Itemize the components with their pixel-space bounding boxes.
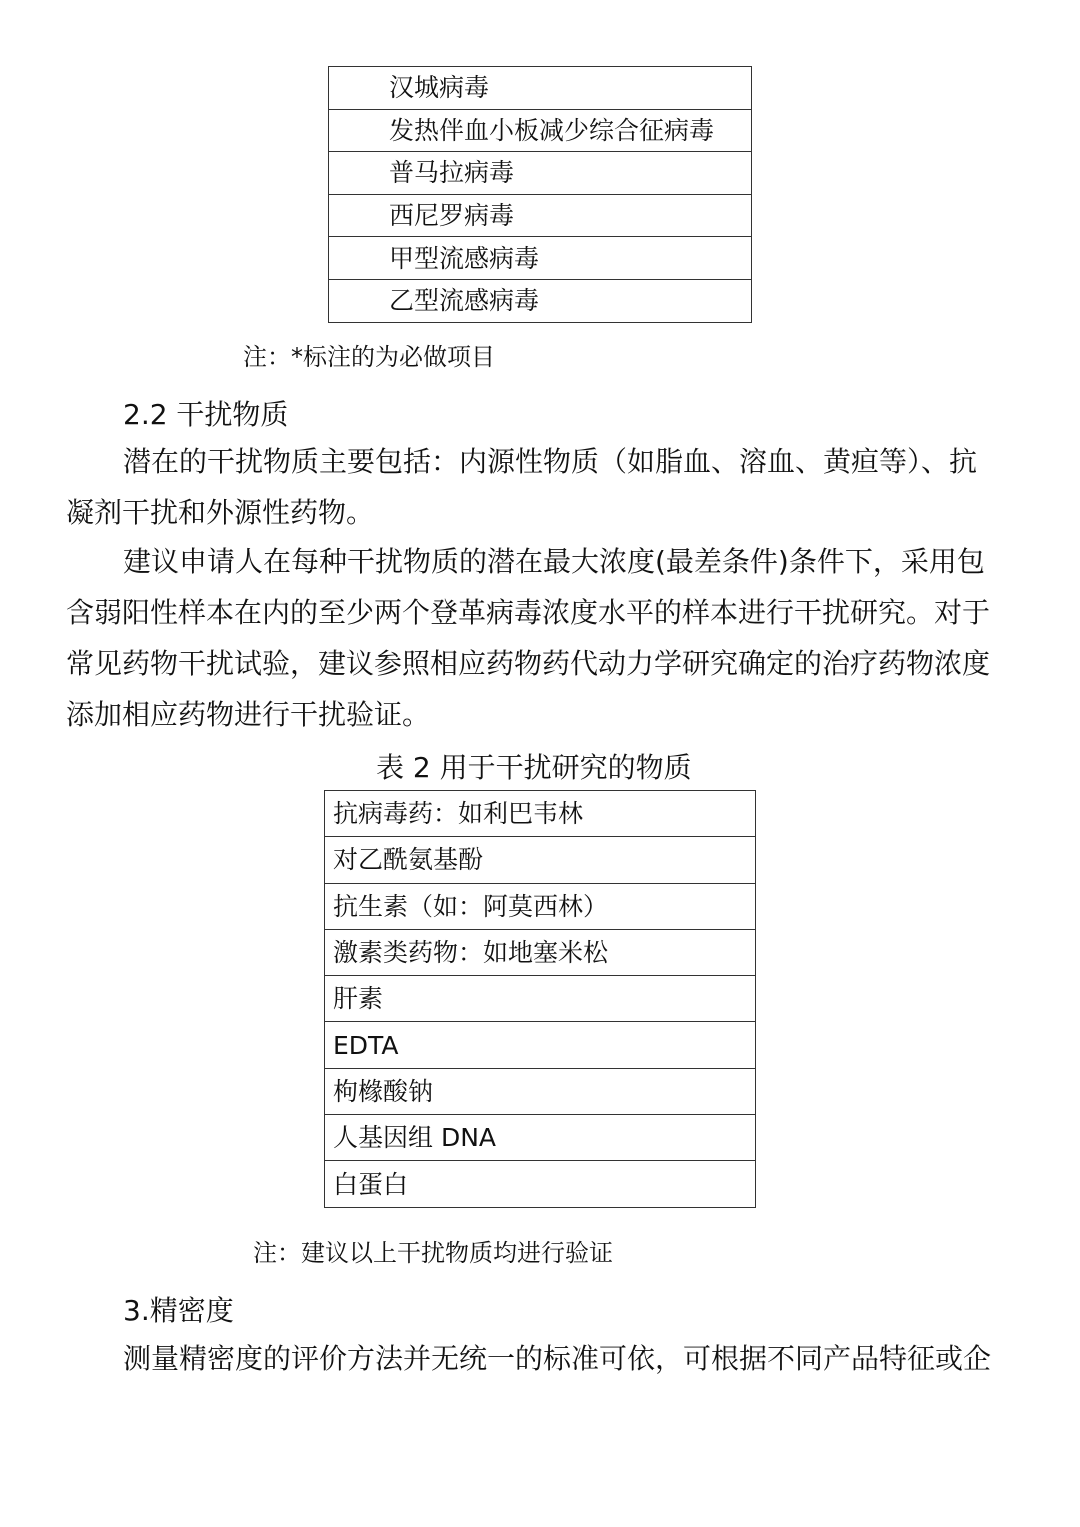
paragraph-line: 含弱阳性样本在内的至少两个登革病毒浓度水平的样本进行干扰研究。对于: [66, 596, 991, 629]
table-row: [325, 837, 756, 883]
table-row: [325, 883, 756, 929]
table-cell: 枸橼酸钠: [325, 1068, 756, 1114]
table-cell: 甲型流感病毒: [329, 237, 752, 280]
table-row: [325, 1115, 756, 1161]
table-cell: 汉城病毒: [329, 67, 752, 110]
table-row: [329, 109, 752, 152]
table-cell: 抗生素（如：阿莫西林）: [325, 883, 756, 929]
table-row: [329, 67, 752, 110]
table-row: [325, 976, 756, 1022]
section-heading-2-2: 2.2 干扰物质: [123, 398, 289, 431]
table-row: [325, 1161, 756, 1207]
table-cell: EDTA: [325, 1022, 756, 1068]
interferents-table: [324, 790, 756, 1208]
table2-caption: 表 2 用于干扰研究的物质: [376, 751, 692, 784]
paragraph-line: 凝剂干扰和外源性药物。: [66, 496, 375, 529]
table-row: [329, 194, 752, 237]
table-row: [329, 237, 752, 280]
paragraph-line: 潜在的干扰物质主要包括：内源性物质（如脂血、溶血、黄疸等）、抗: [123, 445, 978, 478]
table1-note: 注：*标注的为必做项目: [243, 343, 495, 371]
virus-table: [328, 66, 752, 323]
table-row: [325, 929, 756, 975]
paragraph-line: 测量精密度的评价方法并无统一的标准可依，可根据不同产品特征或企: [123, 1342, 992, 1375]
table-row: [325, 1068, 756, 1114]
table-cell: 白蛋白: [325, 1161, 756, 1207]
paragraph-interference-study: [66, 536, 1016, 740]
table-cell: 发热伴血小板减少综合征病毒: [329, 109, 752, 152]
table2-note: 注：建议以上干扰物质均进行验证: [253, 1239, 613, 1267]
table-cell: 抗病毒药：如利巴韦林: [325, 791, 756, 837]
table-cell: 人基因组 DNA: [325, 1115, 756, 1161]
table-cell: 普马拉病毒: [329, 152, 752, 195]
table-cell: 对乙酰氨基酚: [325, 837, 756, 883]
paragraph-line: 常见药物干扰试验，建议参照相应药物药代动力学研究确定的治疗药物浓度: [66, 647, 991, 680]
paragraph-precision: [66, 1333, 1016, 1384]
table-cell: 激素类药物：如地塞米松: [325, 929, 756, 975]
table-cell: 乙型流感病毒: [329, 279, 752, 322]
table-cell: 西尼罗病毒: [329, 194, 752, 237]
section-heading-3: 3.精密度: [123, 1294, 234, 1327]
table-cell: 肝素: [325, 976, 756, 1022]
table-row: [329, 152, 752, 195]
table-row: [325, 1022, 756, 1068]
paragraph-interferents-intro: [66, 436, 1016, 538]
table-row: [325, 791, 756, 837]
paragraph-line: 建议申请人在每种干扰物质的潜在最大浓度(最差条件)条件下，采用包: [123, 545, 985, 578]
paragraph-line: 添加相应药物进行干扰验证。: [66, 698, 431, 731]
table-row: [329, 279, 752, 322]
